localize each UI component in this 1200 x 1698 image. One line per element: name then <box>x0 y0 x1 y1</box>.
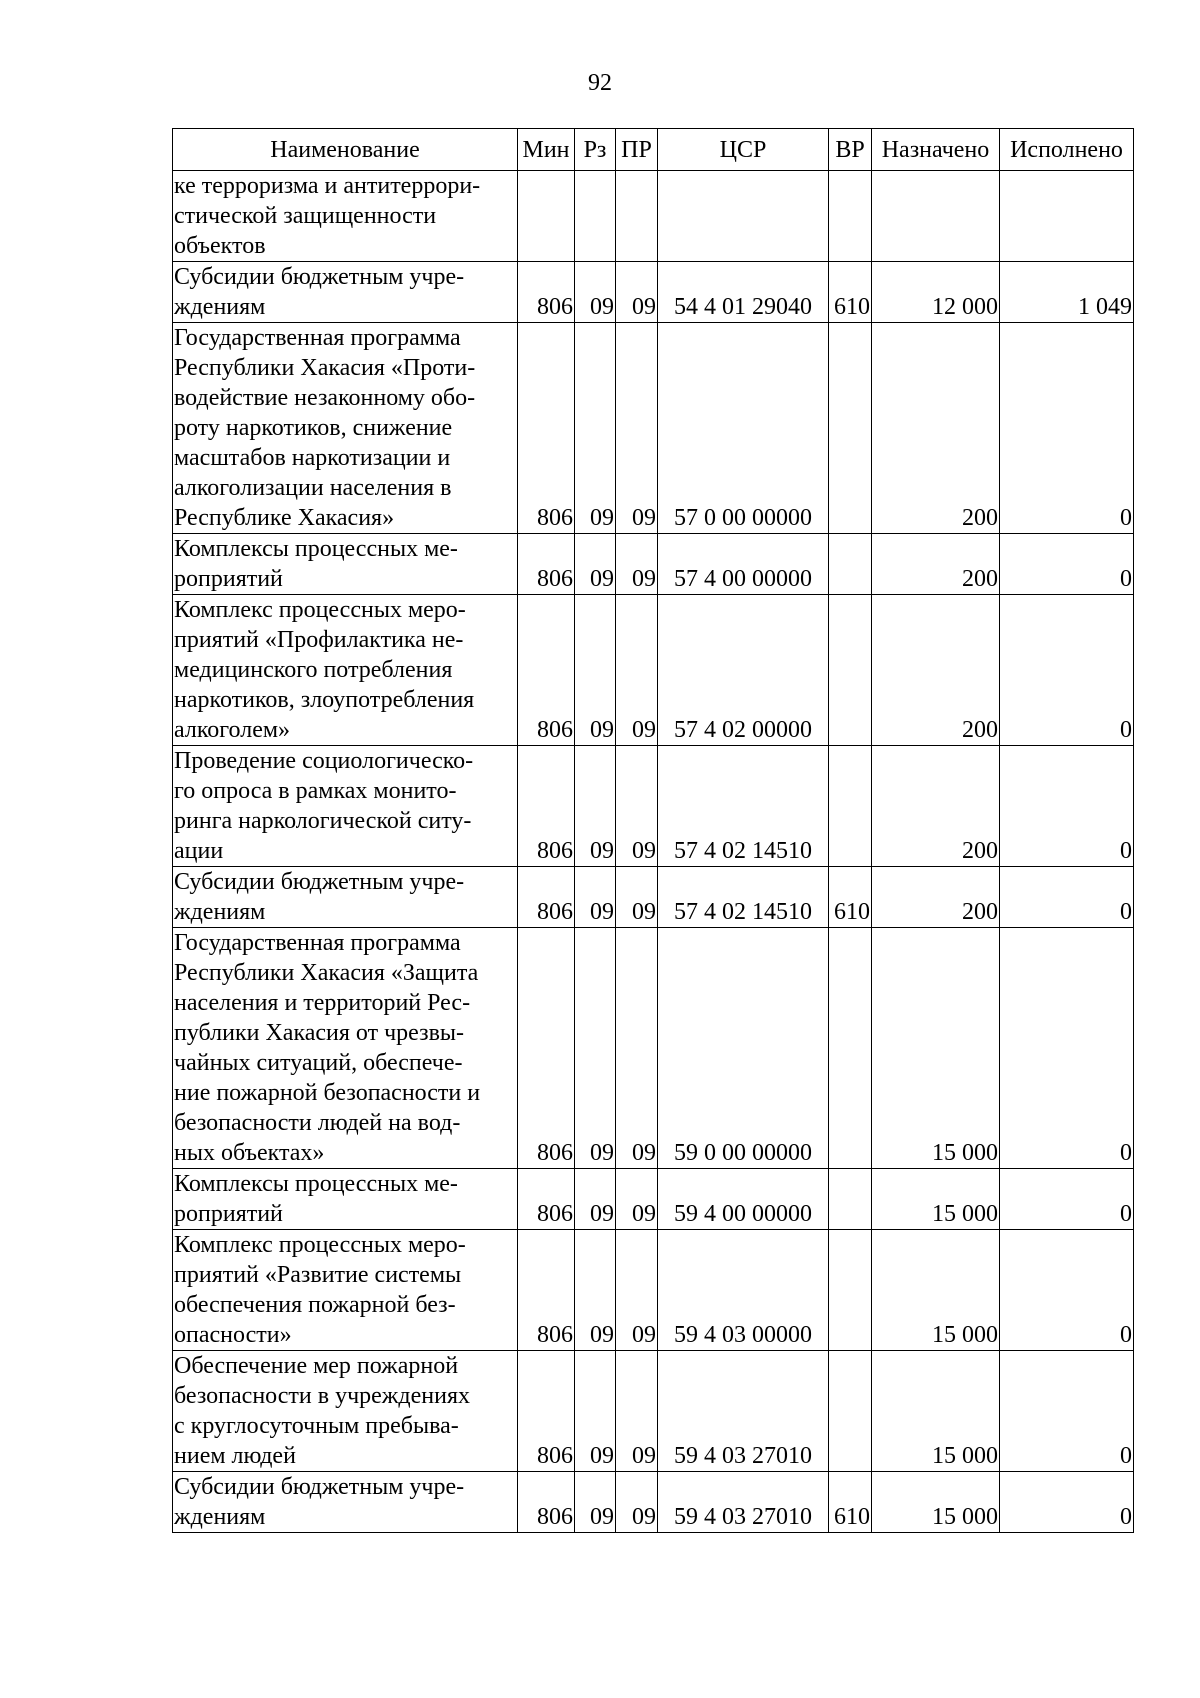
cell-assigned: 15 000 <box>872 928 1000 1169</box>
cell-csr: 57 4 02 14510 <box>658 867 829 928</box>
table-row <box>173 867 1134 928</box>
cell-executed: 0 <box>1000 323 1134 534</box>
cell-min: 806 <box>518 534 575 595</box>
table-row <box>173 928 1134 1169</box>
cell-min <box>518 171 575 262</box>
cell-csr: 59 4 03 27010 <box>658 1351 829 1472</box>
cell-min: 806 <box>518 323 575 534</box>
table-row <box>173 1351 1134 1472</box>
cell-name: Обеспечение мер пожарной безопасности в учреждениях с круглосуточным пребыва- нием людей <box>173 1351 518 1472</box>
cell-name: Комплекс процессных меро- приятий «Профилактика не- медицинского потребления наркотиков, злоупотребления алкоголем» <box>173 595 518 746</box>
header-pr: ПР <box>616 129 658 171</box>
table-row <box>173 746 1134 867</box>
cell-executed: 0 <box>1000 867 1134 928</box>
cell-assigned: 200 <box>872 323 1000 534</box>
cell-executed: 1 049 <box>1000 262 1134 323</box>
cell-vr <box>829 1169 872 1230</box>
cell-min: 806 <box>518 746 575 867</box>
cell-executed: 0 <box>1000 1169 1134 1230</box>
cell-csr: 59 0 00 00000 <box>658 928 829 1169</box>
cell-vr <box>829 928 872 1169</box>
cell-min: 806 <box>518 1230 575 1351</box>
cell-name: Субсидии бюджетным учре- ждениям <box>173 867 518 928</box>
cell-min: 806 <box>518 262 575 323</box>
cell-vr: 610 <box>829 867 872 928</box>
cell-min: 806 <box>518 1351 575 1472</box>
cell-name: Комплексы процессных ме- роприятий <box>173 1169 518 1230</box>
table-row <box>173 1169 1134 1230</box>
cell-executed: 0 <box>1000 595 1134 746</box>
table-row <box>173 534 1134 595</box>
cell-rz: 09 <box>575 595 616 746</box>
page-number: 92 <box>588 70 612 96</box>
header-vr: ВР <box>829 129 872 171</box>
cell-min: 806 <box>518 1169 575 1230</box>
header-executed: Исполнено <box>1000 129 1134 171</box>
cell-name: Субсидии бюджетным учре- ждениям <box>173 1472 518 1533</box>
cell-assigned: 200 <box>872 746 1000 867</box>
cell-pr <box>616 171 658 262</box>
cell-pr: 09 <box>616 928 658 1169</box>
cell-executed: 0 <box>1000 534 1134 595</box>
cell-vr <box>829 323 872 534</box>
cell-rz: 09 <box>575 746 616 867</box>
cell-min: 806 <box>518 1472 575 1533</box>
cell-csr: 57 4 02 14510 <box>658 746 829 867</box>
cell-csr: 57 0 00 00000 <box>658 323 829 534</box>
cell-assigned: 200 <box>872 867 1000 928</box>
cell-vr <box>829 595 872 746</box>
cell-rz: 09 <box>575 323 616 534</box>
table-row <box>173 1230 1134 1351</box>
cell-csr: 59 4 03 27010 <box>658 1472 829 1533</box>
cell-executed <box>1000 171 1134 262</box>
cell-csr: 59 4 00 00000 <box>658 1169 829 1230</box>
cell-rz: 09 <box>575 1472 616 1533</box>
cell-pr: 09 <box>616 262 658 323</box>
cell-vr <box>829 1351 872 1472</box>
cell-min: 806 <box>518 867 575 928</box>
cell-pr: 09 <box>616 746 658 867</box>
cell-vr <box>829 1230 872 1351</box>
header-csr: ЦСР <box>658 129 829 171</box>
header-row <box>173 129 1134 171</box>
cell-pr: 09 <box>616 867 658 928</box>
cell-vr <box>829 534 872 595</box>
cell-rz: 09 <box>575 867 616 928</box>
cell-executed: 0 <box>1000 1472 1134 1533</box>
cell-rz: 09 <box>575 1351 616 1472</box>
cell-rz: 09 <box>575 262 616 323</box>
cell-min: 806 <box>518 595 575 746</box>
cell-executed: 0 <box>1000 1351 1134 1472</box>
cell-name: Субсидии бюджетным учре- ждениям <box>173 262 518 323</box>
cell-rz: 09 <box>575 1230 616 1351</box>
budget-table <box>172 128 1134 1533</box>
cell-name: Проведение социологическо- го опроса в рамках монито- ринга наркологической ситу- ации <box>173 746 518 867</box>
cell-vr <box>829 746 872 867</box>
cell-assigned: 15 000 <box>872 1230 1000 1351</box>
cell-name: ке терроризма и антитеррори- стической защищенности объектов <box>173 171 518 262</box>
header-name: Наименование <box>173 129 518 171</box>
cell-name: Государственная программа Республики Хакасия «Защита населения и территорий Рес- публики Хакасия от чрезвы- чайных ситуаций, обеспече- ние пожарной безопасности и безопасности людей на вод- ных объектах» <box>173 928 518 1169</box>
cell-rz: 09 <box>575 534 616 595</box>
cell-pr: 09 <box>616 1230 658 1351</box>
table-row <box>173 595 1134 746</box>
cell-csr <box>658 171 829 262</box>
cell-csr: 57 4 02 00000 <box>658 595 829 746</box>
table-row <box>173 323 1134 534</box>
table-row <box>173 171 1134 262</box>
cell-vr: 610 <box>829 262 872 323</box>
cell-assigned: 15 000 <box>872 1472 1000 1533</box>
cell-pr: 09 <box>616 1351 658 1472</box>
cell-rz <box>575 171 616 262</box>
cell-assigned: 200 <box>872 595 1000 746</box>
cell-pr: 09 <box>616 534 658 595</box>
cell-csr: 54 4 01 29040 <box>658 262 829 323</box>
cell-pr: 09 <box>616 1169 658 1230</box>
cell-assigned: 12 000 <box>872 262 1000 323</box>
cell-assigned: 15 000 <box>872 1351 1000 1472</box>
cell-rz: 09 <box>575 928 616 1169</box>
cell-assigned: 200 <box>872 534 1000 595</box>
cell-name: Комплекс процессных меро- приятий «Развитие системы обеспечения пожарной без- опасности» <box>173 1230 518 1351</box>
cell-pr: 09 <box>616 1472 658 1533</box>
cell-csr: 57 4 00 00000 <box>658 534 829 595</box>
cell-min: 806 <box>518 928 575 1169</box>
cell-vr <box>829 171 872 262</box>
header-min: Мин <box>518 129 575 171</box>
cell-rz: 09 <box>575 1169 616 1230</box>
cell-pr: 09 <box>616 323 658 534</box>
header-assigned: Назначено <box>872 129 1000 171</box>
cell-executed: 0 <box>1000 928 1134 1169</box>
cell-executed: 0 <box>1000 746 1134 867</box>
cell-vr: 610 <box>829 1472 872 1533</box>
table-row <box>173 1472 1134 1533</box>
cell-executed: 0 <box>1000 1230 1134 1351</box>
cell-name: Комплексы процессных ме- роприятий <box>173 534 518 595</box>
cell-csr: 59 4 03 00000 <box>658 1230 829 1351</box>
cell-assigned: 15 000 <box>872 1169 1000 1230</box>
table-row <box>173 262 1134 323</box>
cell-assigned <box>872 171 1000 262</box>
header-rz: Рз <box>575 129 616 171</box>
cell-pr: 09 <box>616 595 658 746</box>
cell-name: Государственная программа Республики Хакасия «Проти- водействие незаконному обо- роту наркотиков, снижение масштабов наркотизации и алкоголизации населения в Республике Хакасия» <box>173 323 518 534</box>
